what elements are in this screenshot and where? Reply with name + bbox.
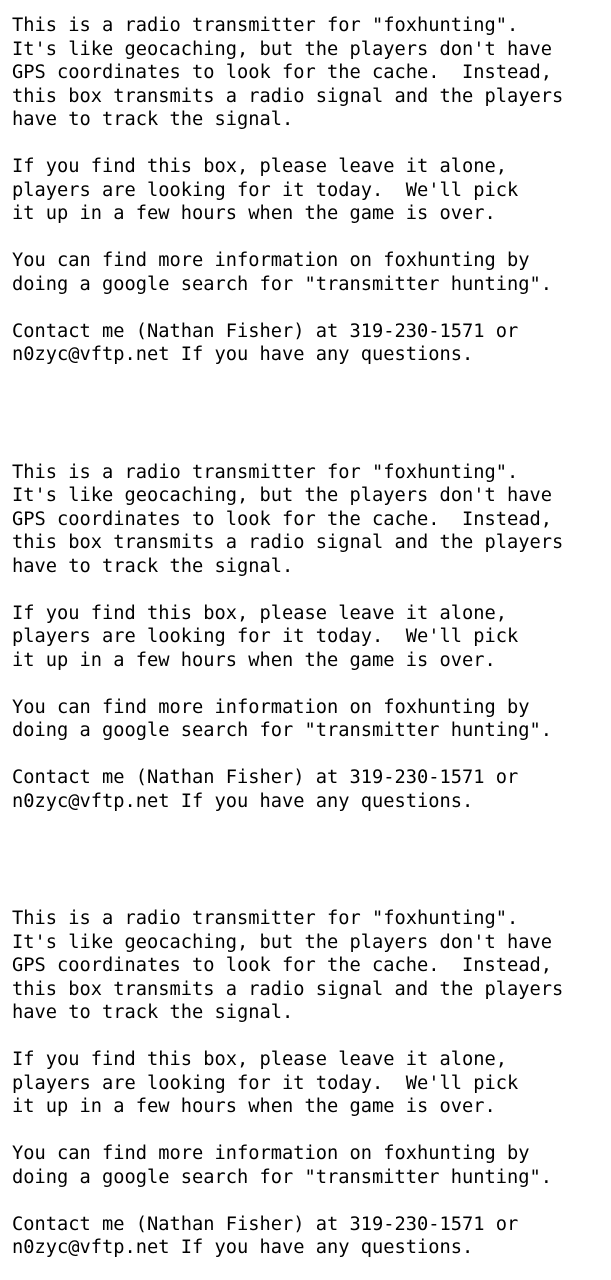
contact-paragraph: Contact me (Nathan Fisher) at 319-230-1571 or n0zyc@vftp.net If you have any questions.: [12, 1213, 519, 1258]
leave-alone-paragraph: If you find this box, please leave it alone, players are looking for it today. We'll pick it up in a few hours when the game is over.: [12, 602, 519, 671]
contact-paragraph: Contact me (Nathan Fisher) at 319-230-1571 or n0zyc@vftp.net If you have any questions.: [12, 767, 519, 812]
intro-paragraph: This is a radio transmitter for "foxhunting". It's like geocaching, but the players don't have GPS coordinates to look for the cache. Instead, this box transmits a radio signal and the players have to track the signal.: [12, 15, 564, 130]
contact-paragraph: Contact me (Nathan Fisher) at 319-230-1571 or n0zyc@vftp.net If you have any questions.: [12, 320, 519, 365]
notice-copy-1: [12, 14, 604, 367]
notice-copy-2: [12, 461, 604, 814]
intro-paragraph: This is a radio transmitter for "foxhunting". It's like geocaching, but the players don't have GPS coordinates to look for the cache. Instead, this box transmits a radio signal and the players have to track the signal.: [12, 461, 564, 577]
leave-alone-paragraph: If you find this box, please leave it alone, players are looking for it today. We'll pick it up in a few hours when the game is over.: [12, 1049, 519, 1117]
more-info-paragraph: You can find more information on foxhunting by doing a google search for "transmitter hunting".: [12, 1143, 553, 1188]
document-page: [12, 14, 604, 1260]
intro-paragraph: This is a radio transmitter for "foxhunting". It's like geocaching, but the players don't have GPS coordinates to look for the cache. Instead, this box transmits a radio signal and the players have to track the signal.: [12, 908, 564, 1023]
notice-copy-3: [12, 907, 604, 1260]
more-info-paragraph: You can find more information on foxhunting by doing a google search for "transmitter hunting".: [12, 696, 553, 741]
more-info-paragraph: You can find more information on foxhunting by doing a google search for "transmitter hunting".: [12, 250, 553, 295]
leave-alone-paragraph: If you find this box, please leave it alone, players are looking for it today. We'll pick it up in a few hours when the game is over.: [12, 156, 519, 224]
